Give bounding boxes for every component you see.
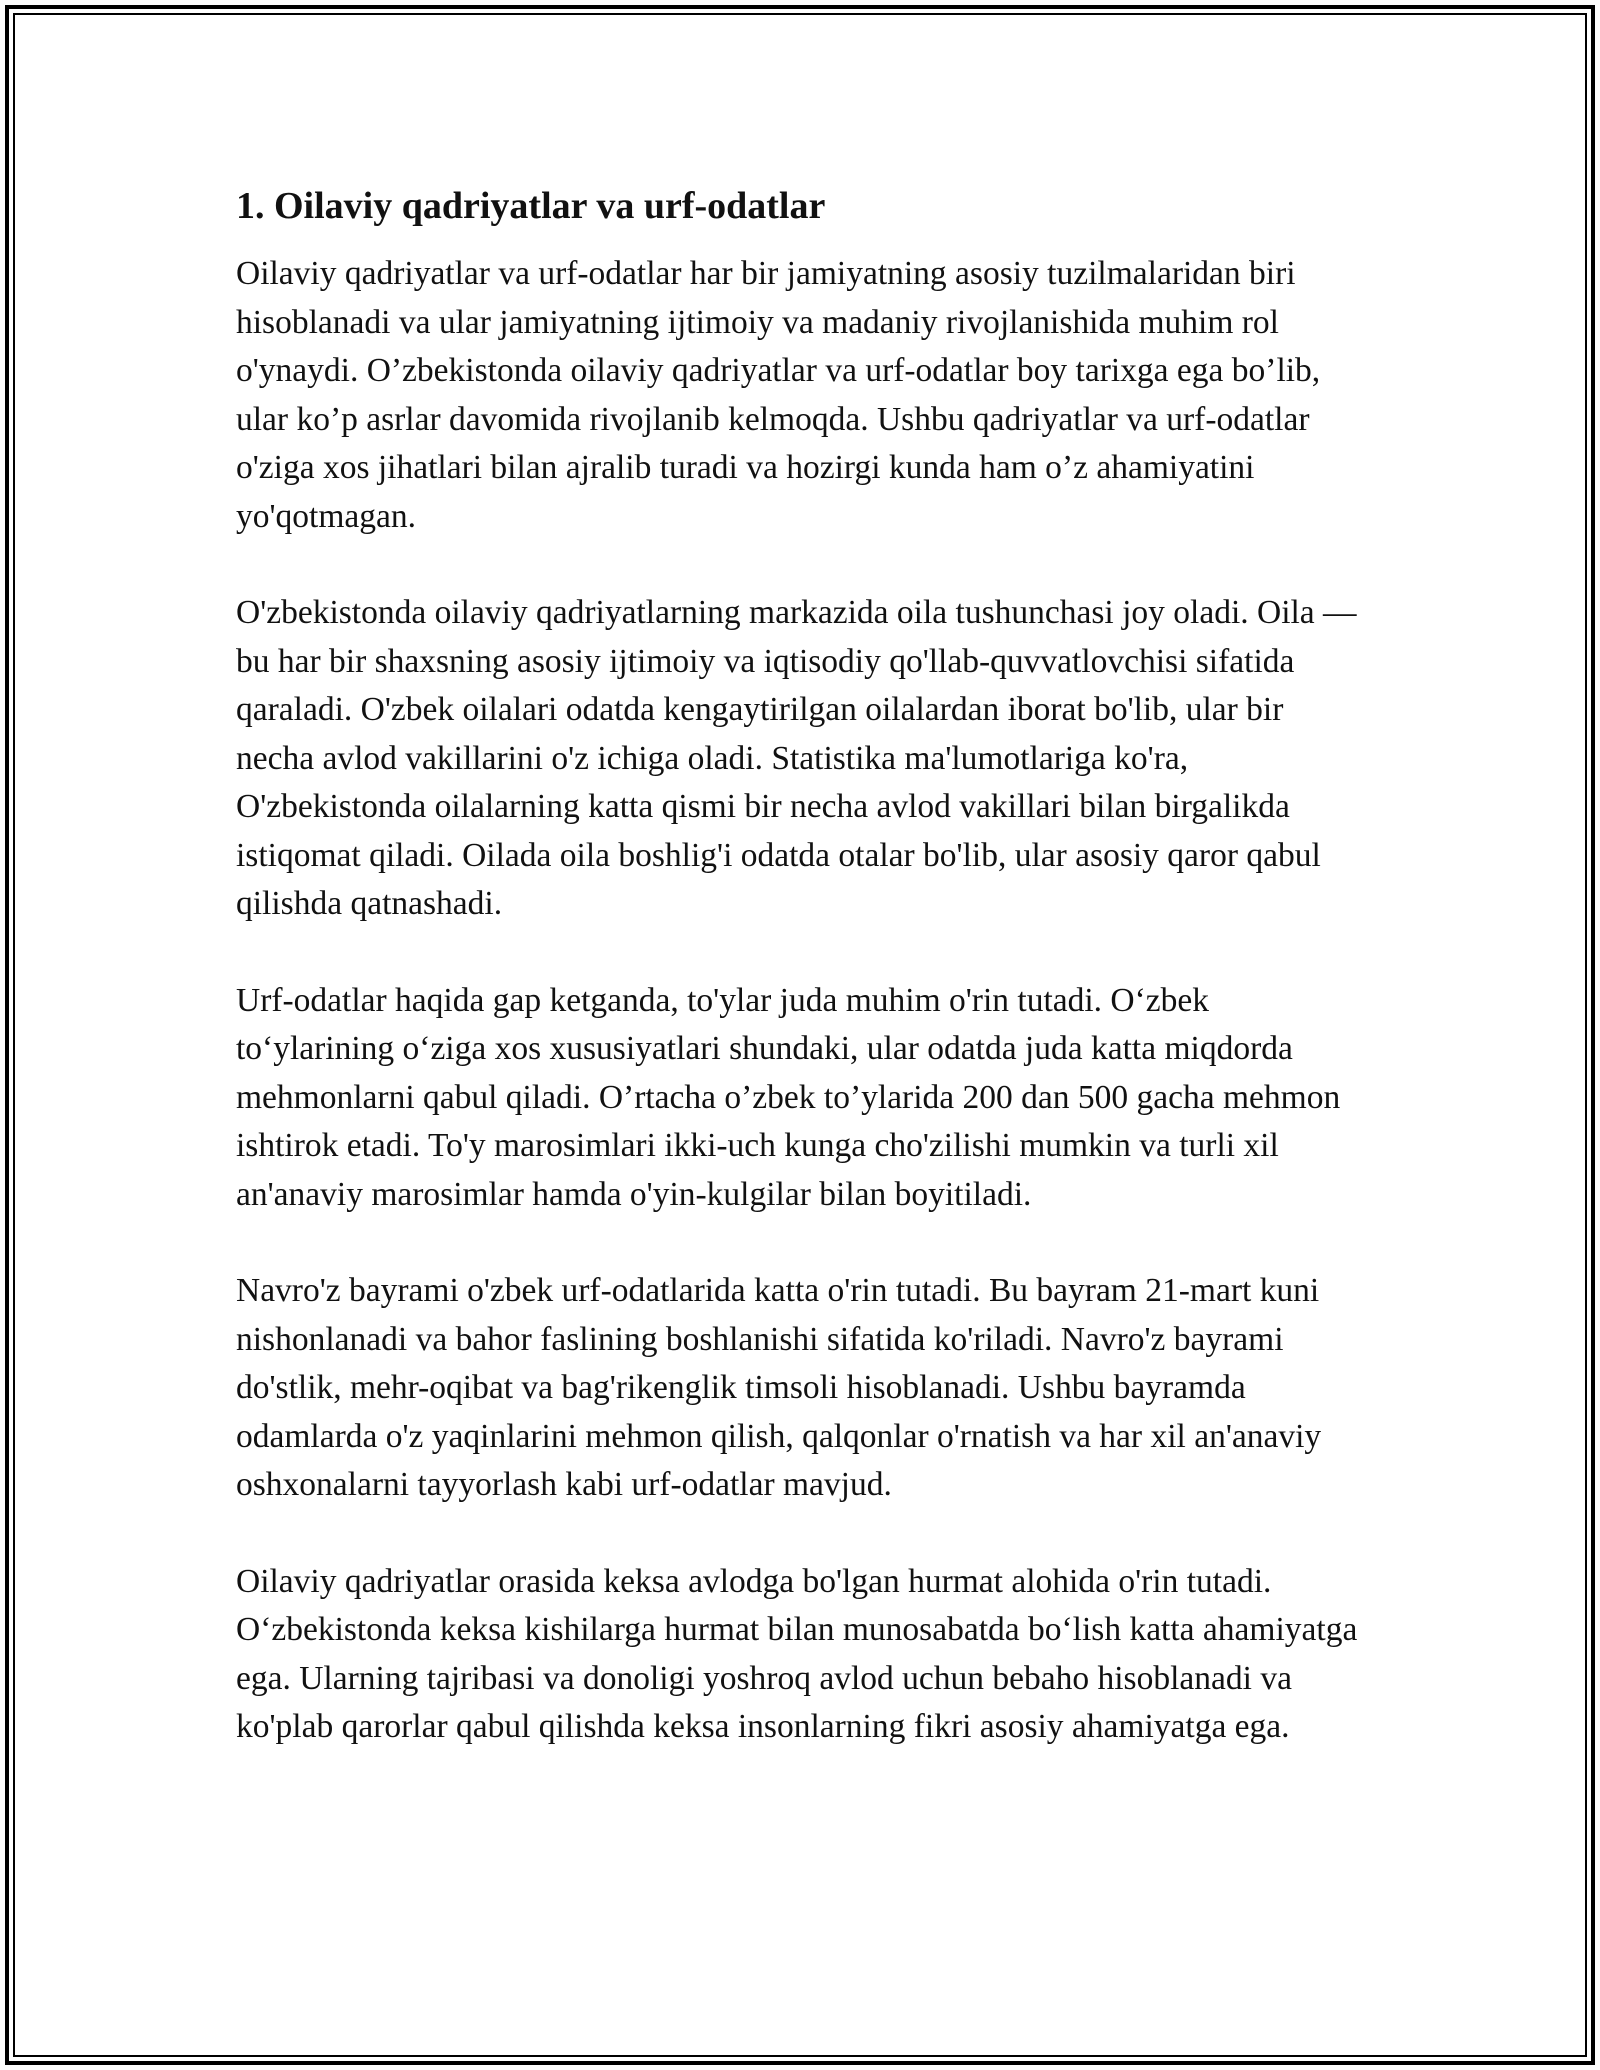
document-body <box>236 180 1366 1800</box>
paragraph-4: Navro'z bayrami o'zbek urf-odatlarida katta o'rin tutadi. Bu bayram 21-mart kuni nishonlanadi va bahor faslining boshlanishi sifatida ko'riladi. Navro'z bayrami do'stlik, mehr-oqibat va bag'rikenglik timsoli hisoblanadi. Ushbu bayramda odamlarda o'z yaqinlarini mehmon qilish, qalqonlar o'rnatish va har xil an'anaviy oshxonalarni tayyorlash kabi urf-odatlar mavjud. <box>236 1272 1322 1503</box>
paragraph-3: Urf-odatlar haqida gap ketganda, to'ylar juda muhim o'rin tutadi. O‘zbek to‘ylarining o‘ziga xos xususiyatlari shundaki, ular odatda juda katta miqdorda mehmonlarni qabul qiladi. O’rtacha o’zbek to’ylarida 200 dan 500 gacha mehmon ishtirok etadi. To'y marosimlari ikki-uch kunga cho'zilishi mumkin va turli xil an'anaviy marosimlar hamda o'yin-kulgilar bilan boyitiladi. <box>236 981 1341 1213</box>
section-heading: 1. Oilaviy qadriyatlar va urf-odatlar <box>236 185 826 227</box>
paragraph-1: Oilaviy qadriyatlar va urf-odatlar har bir jamiyatning asosiy tuzilmalaridan biri hisoblanadi va ular jamiyatning ijtimoiy va madaniy rivojlanishida muhim rol o'ynaydi. O’zbekistonda oilaviy qadriyatlar va urf-odatlar boy tarixga ega bo’lib, ular ko’p asrlar davomida rivojlanib kelmoqda. Ushbu qadriyatlar va urf-odatlar o'ziga xos jihatlari bilan ajralib turadi va hozirgi kunda ham o’z ahamiyatini yo'qotmagan. <box>236 255 1321 535</box>
paragraph-2: O'zbekistonda oilaviy qadriyatlarning markazida oila tushunchasi joy oladi. Oila — bu har bir shaxsning asosiy ijtimoiy va iqtisodiy qo'llab-quvvatlovchisi sifatida qaraladi. O'zbek oilalari odatda kengaytirilgan oilalardan iborat bo'lib, ular bir necha avlod vakillarini o'z ichiga oladi. Statistika ma'lumotlariga ko'ra, O'zbekistonda oilalarning katta qismi bir necha avlod vakillari bilan birgalikda istiqomat qiladi. Oilada oila boshlig'i odatda otalar bo'lib, ular asosiy qaror qabul qilishda qatnashadi. <box>236 594 1357 922</box>
paragraph-5: Oilaviy qadriyatlar orasida keksa avlodga bo'lgan hurmat alohida o'rin tutadi. O‘zbekistonda keksa kishilarga hurmat bilan munosabatda bo‘lish katta ahamiyatga ega. Ularning tajribasi va donoligi yoshroq avlod uchun bebaho hisoblanadi va ko'plab qarorlar qabul qilishda keksa insonlarning fikri asosiy ahamiyatga ega. <box>236 1562 1358 1745</box>
